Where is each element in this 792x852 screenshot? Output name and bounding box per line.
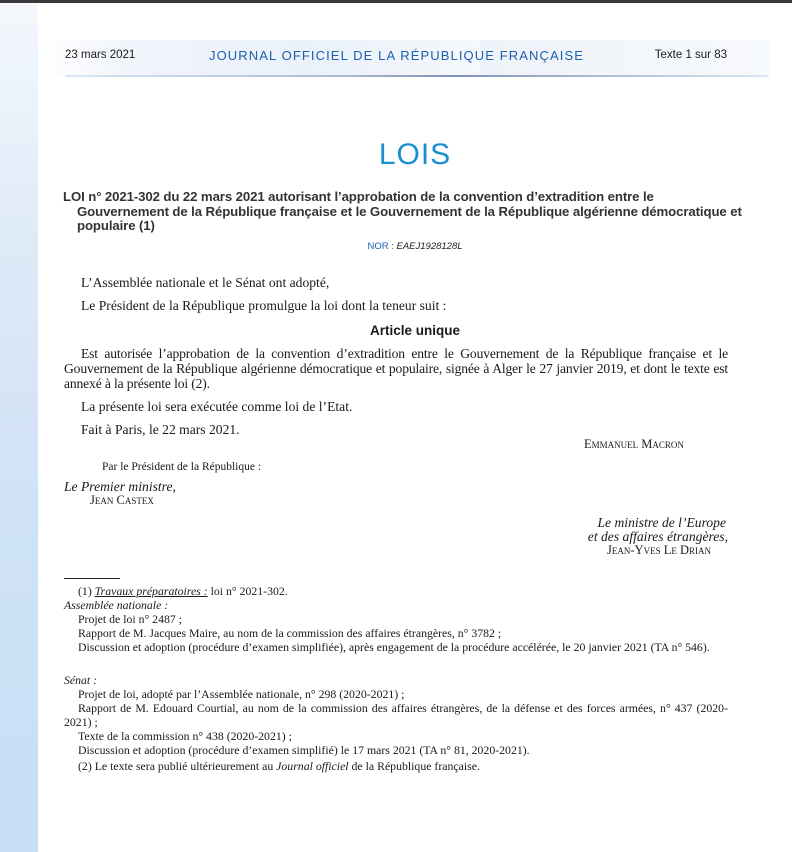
viewer-left-margin — [0, 3, 38, 852]
header-rule — [65, 75, 768, 77]
footnote-1-label: Travaux préparatoires : — [94, 584, 208, 598]
footnote-1-number: (1) — [78, 584, 95, 598]
footnote-2-journal: Journal officiel — [276, 759, 349, 773]
footnote-item: Discussion et adoption (procédure d’examen simplifié) le 17 mars 2021 (TA n° 81, 2020-2021). — [78, 743, 530, 757]
footnote-item: Discussion et adoption (procédure d’examen simplifiée), après engagement de la procédure accélérée, le 20 janvier 2021 (TA n° 546). — [78, 640, 710, 654]
section-title: LOIS — [378, 138, 452, 171]
footnote-item: Rapport de M. Edouard Courtial, au nom de la commission des affaires étrangères, de la défense et des forces armées, n° 437 (2020-2021) ; — [64, 701, 728, 729]
pm-name: Jean Castex — [90, 493, 154, 507]
nor-value: EAEJ1928128L — [396, 241, 463, 252]
footnote-rule — [64, 578, 120, 579]
footnote-1 — [78, 585, 288, 599]
law-title: LOI n° 2021-302 du 22 mars 2021 autorisant l’approbation de la convention d’extradition entre le Gouvernement de la République française et le Gouvernement de la République algérienne démocratique et populaire (1) — [63, 189, 742, 233]
article-heading: Article unique — [369, 323, 460, 338]
senat-heading: Sénat : — [64, 673, 98, 687]
assemblee-heading: Assemblée nationale : — [64, 598, 169, 612]
footnote-item: Texte de la commission n° 438 (2020-2021) ; — [78, 729, 292, 743]
footnote-1-text: loi n° 2021-302. — [207, 584, 288, 598]
minister-name: Jean-Yves Le Drian — [607, 543, 711, 557]
header-date: 23 mars 2021 — [65, 49, 136, 61]
article-text: Est autorisée l’approbation de la convention d’extradition entre le Gouvernement de la République française et le Gouvernement de la République algérienne démocratique et populaire, signée à Alger le 27 janvier 2019, et dont le texte est annexé à la présente loi (2). — [64, 346, 728, 391]
footnote-item: Rapport de M. Jacques Maire, au nom de la commission des affaires étrangères, n° 3782 ; — [78, 626, 502, 640]
footnote-2-pre: (2) Le texte sera publié ultérieurement au — [78, 759, 277, 773]
nor-reference — [38, 241, 792, 252]
minister-role-line1: Le ministre de l’Europe — [597, 515, 726, 530]
footnote-2 — [78, 760, 480, 774]
president-signature: Emmanuel Macron — [584, 437, 684, 451]
footnote-item: Projet de loi n° 2487 ; — [78, 612, 183, 626]
execution-statement: La présente loi sera exécutée comme loi de l’Etat. — [81, 399, 353, 414]
done-at: Fait à Paris, le 22 mars 2021. — [81, 422, 240, 437]
footnote-2-post: de la République française. — [348, 759, 480, 773]
pm-role: Le Premier ministre, — [64, 479, 176, 494]
nor-label: NOR : — [367, 241, 397, 252]
footnote-item: Projet de loi, adopté par l’Assemblée nationale, n° 298 (2020-2021) ; — [78, 687, 405, 701]
journal-title: JOURNAL OFFICIEL DE LA RÉPUBLIQUE FRANÇAISE — [209, 48, 585, 63]
by-president: Par le Président de la République : — [102, 461, 262, 473]
document-page — [38, 3, 792, 852]
promulgation-statement: Le Président de la République promulgue la loi dont la teneur suit : — [81, 298, 447, 313]
text-count: Texte 1 sur 83 — [654, 49, 727, 61]
minister-role-line2: et des affaires étrangères, — [587, 529, 728, 544]
adopted-statement: L’Assemblée nationale et le Sénat ont adopté, — [81, 275, 330, 290]
